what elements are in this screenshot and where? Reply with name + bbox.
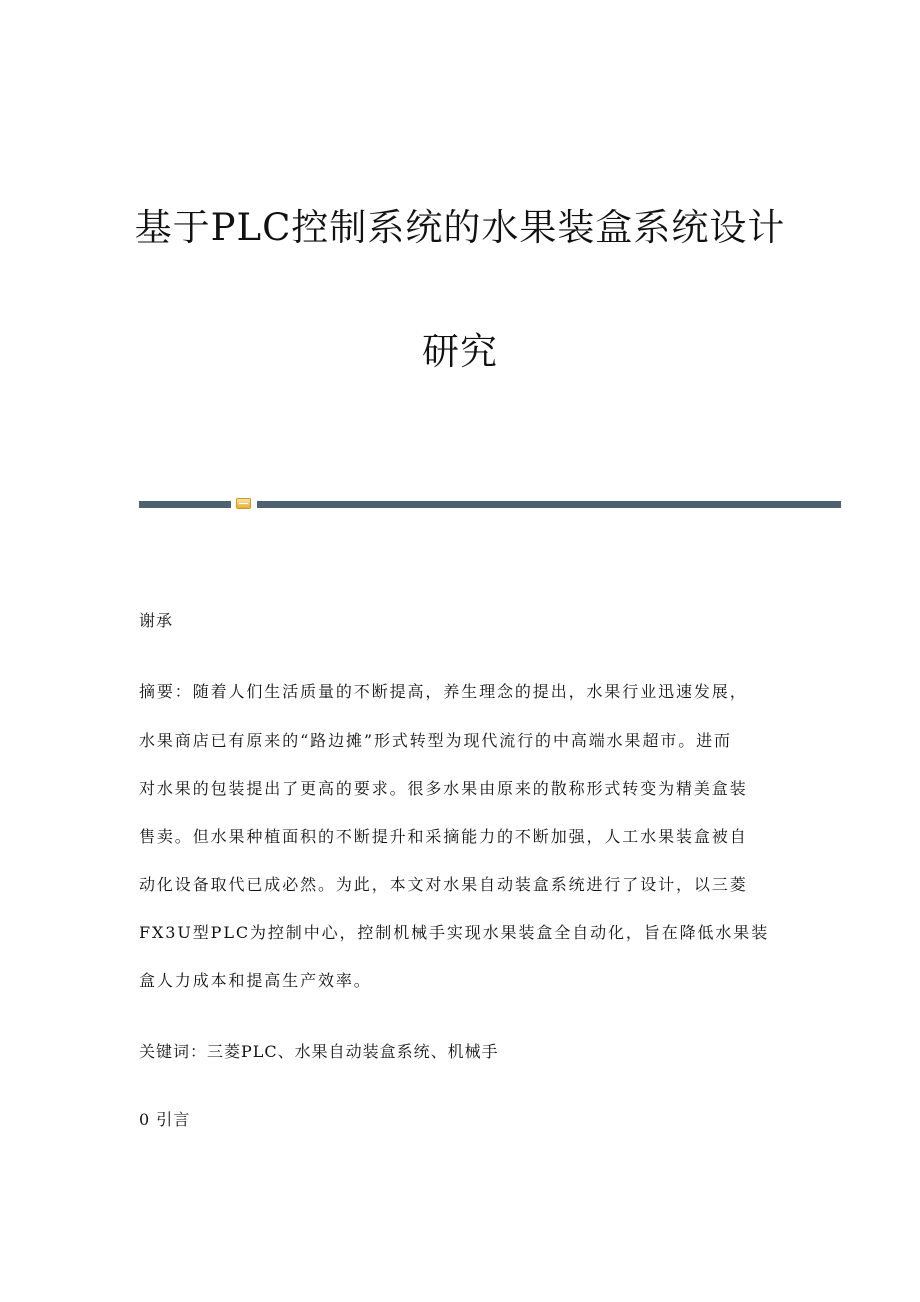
- keywords: 关键词：三菱PLC、水果自动装盒系统、机械手: [139, 1042, 499, 1061]
- abstract-line: 水果商店已有原来的“路边摊”形式转型为现代流行的中高端水果超市。进而: [139, 731, 732, 750]
- divider-ornament-icon: [236, 498, 251, 509]
- title-divider: [139, 497, 841, 511]
- abstract-line: 售卖。但水果种植面积的不断提升和采摘能力的不断加强，人工水果装盒被自: [139, 827, 748, 846]
- abstract-line: 摘要：随着人们生活质量的不断提高，养生理念的提出，水果行业迅速发展，: [139, 682, 748, 701]
- author-name: 谢承: [139, 611, 174, 630]
- section-heading-introduction: 0 引言: [139, 1110, 191, 1129]
- abstract-line: 动化设备取代已成必然。为此，本文对水果自动装盒系统进行了设计，以三菱: [139, 875, 748, 894]
- abstract-line: 对水果的包装提出了更高的要求。很多水果由原来的散称形式转变为精美盒装: [139, 779, 748, 798]
- abstract-line: FX3U型PLC为控制中心，控制机械手实现水果装盒全自动化，旨在降低水果装: [139, 923, 770, 942]
- divider-bar-right: [257, 501, 841, 508]
- divider-bar-left: [139, 501, 231, 508]
- document-title-line-1: 基于PLC控制系统的水果装盒系统设计: [134, 206, 786, 249]
- abstract-line: 盒人力成本和提高生产效率。: [139, 971, 372, 990]
- document-title-line-2: 研究: [422, 330, 498, 373]
